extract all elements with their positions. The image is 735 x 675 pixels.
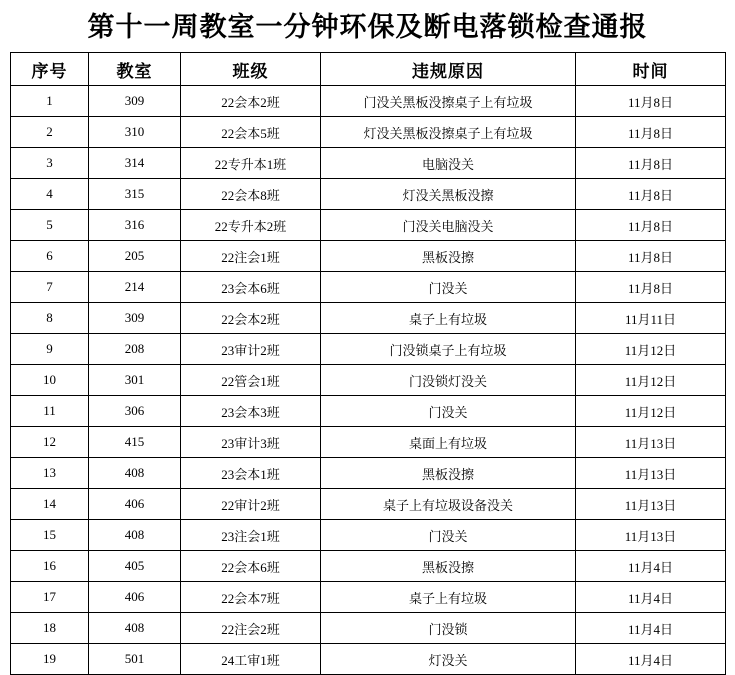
- cell-class: 23审计3班: [181, 427, 321, 458]
- column-header-room: 教室: [89, 53, 181, 86]
- cell-reason: 黑板没擦: [321, 241, 576, 272]
- cell-date: 11月12日: [576, 396, 726, 427]
- cell-index: 4: [11, 179, 89, 210]
- cell-date: 11月8日: [576, 241, 726, 272]
- cell-date: 11月11日: [576, 303, 726, 334]
- cell-room: 301: [89, 365, 181, 396]
- cell-index: 3: [11, 148, 89, 179]
- cell-reason: 门没锁灯没关: [321, 365, 576, 396]
- cell-room: 214: [89, 272, 181, 303]
- cell-room: 309: [89, 86, 181, 117]
- table-row: [11, 241, 726, 272]
- table-row: [11, 582, 726, 613]
- cell-reason: 门没关: [321, 520, 576, 551]
- cell-room: 309: [89, 303, 181, 334]
- cell-reason: 门没关: [321, 396, 576, 427]
- cell-reason: 门没关黑板没擦桌子上有垃圾: [321, 86, 576, 117]
- cell-index: 15: [11, 520, 89, 551]
- page-title: 第十一周教室一分钟环保及断电落锁检查通报: [87, 12, 648, 42]
- cell-room: 408: [89, 458, 181, 489]
- table-row: [11, 520, 726, 551]
- cell-room: 208: [89, 334, 181, 365]
- column-header-reason: 违规原因: [321, 53, 576, 86]
- cell-index: 19: [11, 644, 89, 675]
- cell-room: 314: [89, 148, 181, 179]
- cell-room: 501: [89, 644, 181, 675]
- cell-date: 11月13日: [576, 458, 726, 489]
- cell-date: 11月4日: [576, 582, 726, 613]
- table-row: [11, 644, 726, 675]
- cell-class: 22会本2班: [181, 86, 321, 117]
- cell-date: 11月8日: [576, 117, 726, 148]
- cell-reason: 桌子上有垃圾: [321, 582, 576, 613]
- cell-reason: 门没关: [321, 272, 576, 303]
- cell-index: 7: [11, 272, 89, 303]
- cell-class: 22会本7班: [181, 582, 321, 613]
- cell-room: 405: [89, 551, 181, 582]
- cell-reason: 门没关电脑没关: [321, 210, 576, 241]
- table-row: [11, 458, 726, 489]
- cell-class: 22会本2班: [181, 303, 321, 334]
- cell-index: 10: [11, 365, 89, 396]
- cell-date: 11月8日: [576, 272, 726, 303]
- cell-class: 23会本3班: [181, 396, 321, 427]
- cell-reason: 桌面上有垃圾: [321, 427, 576, 458]
- cell-index: 16: [11, 551, 89, 582]
- cell-date: 11月4日: [576, 644, 726, 675]
- cell-class: 22会本5班: [181, 117, 321, 148]
- cell-index: 9: [11, 334, 89, 365]
- cell-room: 310: [89, 117, 181, 148]
- table-header-row: [11, 53, 726, 86]
- cell-room: 205: [89, 241, 181, 272]
- cell-index: 17: [11, 582, 89, 613]
- column-header-date: 时间: [576, 53, 726, 86]
- cell-room: 408: [89, 520, 181, 551]
- cell-reason: 电脑没关: [321, 148, 576, 179]
- table-row: [11, 334, 726, 365]
- cell-class: 22管会1班: [181, 365, 321, 396]
- cell-reason: 桌子上有垃圾: [321, 303, 576, 334]
- cell-index: 8: [11, 303, 89, 334]
- table-row: [11, 148, 726, 179]
- cell-date: 11月13日: [576, 520, 726, 551]
- cell-date: 11月13日: [576, 489, 726, 520]
- table-row: [11, 117, 726, 148]
- cell-room: 406: [89, 489, 181, 520]
- cell-index: 12: [11, 427, 89, 458]
- cell-class: 23会本1班: [181, 458, 321, 489]
- table-row: [11, 303, 726, 334]
- cell-room: 415: [89, 427, 181, 458]
- cell-index: 13: [11, 458, 89, 489]
- cell-class: 22专升本1班: [181, 148, 321, 179]
- cell-index: 18: [11, 613, 89, 644]
- cell-room: 315: [89, 179, 181, 210]
- table-row: [11, 396, 726, 427]
- cell-index: 6: [11, 241, 89, 272]
- cell-reason: 灯没关黑板没擦桌子上有垃圾: [321, 117, 576, 148]
- cell-date: 11月8日: [576, 86, 726, 117]
- cell-class: 22专升本2班: [181, 210, 321, 241]
- table-row: [11, 179, 726, 210]
- cell-room: 406: [89, 582, 181, 613]
- cell-index: 11: [11, 396, 89, 427]
- cell-date: 11月13日: [576, 427, 726, 458]
- cell-reason: 门没锁: [321, 613, 576, 644]
- cell-class: 22注会1班: [181, 241, 321, 272]
- cell-date: 11月12日: [576, 365, 726, 396]
- table-row: [11, 272, 726, 303]
- table-body: [11, 86, 726, 675]
- cell-class: 24工审1班: [181, 644, 321, 675]
- column-header-index: 序号: [11, 53, 89, 86]
- table-row: [11, 210, 726, 241]
- cell-date: 11月8日: [576, 148, 726, 179]
- cell-class: 22注会2班: [181, 613, 321, 644]
- cell-room: 306: [89, 396, 181, 427]
- table-row: [11, 365, 726, 396]
- cell-date: 11月4日: [576, 551, 726, 582]
- cell-index: 5: [11, 210, 89, 241]
- table-row: [11, 427, 726, 458]
- cell-room: 408: [89, 613, 181, 644]
- cell-class: 22审计2班: [181, 489, 321, 520]
- cell-class: 23会本6班: [181, 272, 321, 303]
- cell-reason: 灯没关: [321, 644, 576, 675]
- table-row: [11, 489, 726, 520]
- cell-reason: 桌子上有垃圾设备没关: [321, 489, 576, 520]
- table-row: [11, 551, 726, 582]
- cell-index: 2: [11, 117, 89, 148]
- cell-date: 11月8日: [576, 179, 726, 210]
- cell-class: 23注会1班: [181, 520, 321, 551]
- cell-reason: 黑板没擦: [321, 551, 576, 582]
- cell-date: 11月4日: [576, 613, 726, 644]
- cell-reason: 灯没关黑板没擦: [321, 179, 576, 210]
- cell-date: 11月8日: [576, 210, 726, 241]
- cell-class: 22会本6班: [181, 551, 321, 582]
- cell-index: 1: [11, 86, 89, 117]
- cell-reason: 门没锁桌子上有垃圾: [321, 334, 576, 365]
- cell-room: 316: [89, 210, 181, 241]
- column-header-class: 班级: [181, 53, 321, 86]
- cell-index: 14: [11, 489, 89, 520]
- cell-class: 23审计2班: [181, 334, 321, 365]
- table-row: [11, 613, 726, 644]
- cell-reason: 黑板没擦: [321, 458, 576, 489]
- cell-date: 11月12日: [576, 334, 726, 365]
- cell-class: 22会本8班: [181, 179, 321, 210]
- inspection-report-table: [10, 52, 726, 675]
- table-row: [11, 86, 726, 117]
